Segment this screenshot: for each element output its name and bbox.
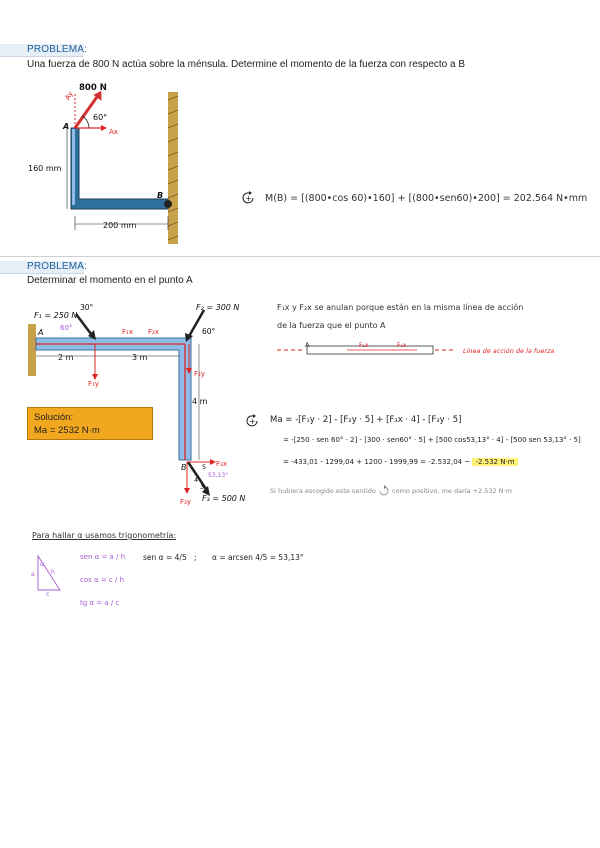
triangle-a: a [31,571,35,578]
bracket-highlight [72,129,75,205]
trig-title: Para hallar α usamos trigonometría: [32,531,177,540]
point-a2-label: A [38,328,44,337]
equation-line3-prefix: = -433,01 - 1299,04 + 1200 - 1999,99 = -2.532,04 ~ [283,458,471,466]
f3y-label: F₃y [180,498,191,506]
f1-angle-label: 30° [80,303,94,312]
triangle-alpha: α [40,561,44,568]
f3-angle-label: 53,13° [208,472,229,479]
f2-label: F₂ = 300 N [196,303,240,312]
point-b2-label: B [181,463,187,472]
remark-text: Si hubiera escogido este sentido [270,487,376,495]
line-f2x: F₂x [397,342,407,349]
trig-triangle [30,552,66,596]
point-b-label: B [157,191,164,200]
wall-left [28,324,36,376]
f3x-label: F₃x [216,460,227,468]
f1x-label: F₁x [122,328,133,336]
ratio-5: 5 [202,463,207,471]
ratio-3: 3 [200,483,205,491]
ratio-4: 4 [194,476,199,484]
line-f1x: F₁x [359,342,369,349]
section-divider [0,256,600,257]
equation-result: -2.532 N·m [472,458,517,466]
note-line2: de la fuerza que el punto A [277,321,386,330]
dim-3m-label: 3 m [132,353,148,362]
width-label: 200 mm [103,221,137,230]
equation-line1: Ma = -[F₁y · 2] - [F₂y · 5] + [F₃x · 4] - [F₃y · 5] [270,415,462,425]
force-800-label: 800 N [79,83,107,93]
remark-end: como positivo, me daría +2.532 N·m [392,487,512,495]
dim-4m-label: 4 m [192,397,208,406]
problem1-figure [27,76,187,244]
point-a-label: A [63,122,70,131]
equation-line3 [283,458,518,466]
pin-b [164,200,172,208]
calc-separator: ; [194,553,197,562]
dim-2m-label: 2 m [58,353,74,362]
ccw-icon-1 [240,190,256,206]
solution-value: Ma = 2532 N·m [34,425,100,436]
bracket [71,128,168,209]
f1-label: F₁ = 250 N [34,311,78,320]
ccw-icon-2 [244,413,260,429]
problem1-equation: M(B) = [(800•cos 60)•160] + [(800•sen60)•200] = 202.564 N•mm [265,193,588,204]
trig-tan: tg α = a / c [80,599,120,607]
angle-label: 60° [93,113,108,122]
ax-head [101,125,107,131]
calc-sin: sen α = 4/5 [143,553,187,562]
f2-angle-label: 60° [202,327,216,336]
height-label: 160 mm [28,164,62,173]
problem2-figure [24,294,250,512]
line-caption: Línea de acción de la fuerza [463,347,555,355]
f1-inner-angle-label: 60° [60,324,73,332]
f2x-label: F₂x [148,328,159,336]
remark-line [270,485,512,497]
problem2-label: PROBLEMA: [27,261,88,272]
force-800-arrow [75,94,99,128]
triangle-c: c [46,591,50,596]
problem2-statement: Determinar el momento en el punto A [27,275,193,286]
trig-cos: cos α = c / h [80,576,125,584]
calc-alpha: α = arcsen 4/5 = 53,13° [212,553,304,562]
solution-box [27,407,153,440]
line-of-action-diagram [277,338,577,362]
ay-label: Ay [63,90,75,102]
f3-label: F₃ = 500 N [202,494,246,503]
solution-title: Solución: [34,412,74,423]
triangle-h: h [51,569,55,576]
svg-text:+: + [249,417,256,426]
f3y-head [184,488,190,494]
f1y-label: F₁y [88,380,99,388]
equation-line2: = -[250 · sen 60° · 2] - [300 · sen60° · 5] + [500 cos53,13° · 4] - [500 sen 53,13° · 5] [283,436,581,444]
problem1-statement: Una fuerza de 800 N actúa sobre la ménsula. Determine el momento de la fuerza con respecto a B [27,59,466,70]
cw-icon [378,485,390,497]
problem1-label: PROBLEMA: [27,44,88,55]
f2y-label: F₂y [194,370,205,378]
ax-label: Ax [109,128,118,136]
svg-text:+: + [245,194,252,203]
trig-sin: sen α = a / h [80,553,126,561]
line-label-a: A [305,341,310,349]
note-line1: F₁x y F₂x se anulan porque están en la misma línea de acción [277,303,524,312]
